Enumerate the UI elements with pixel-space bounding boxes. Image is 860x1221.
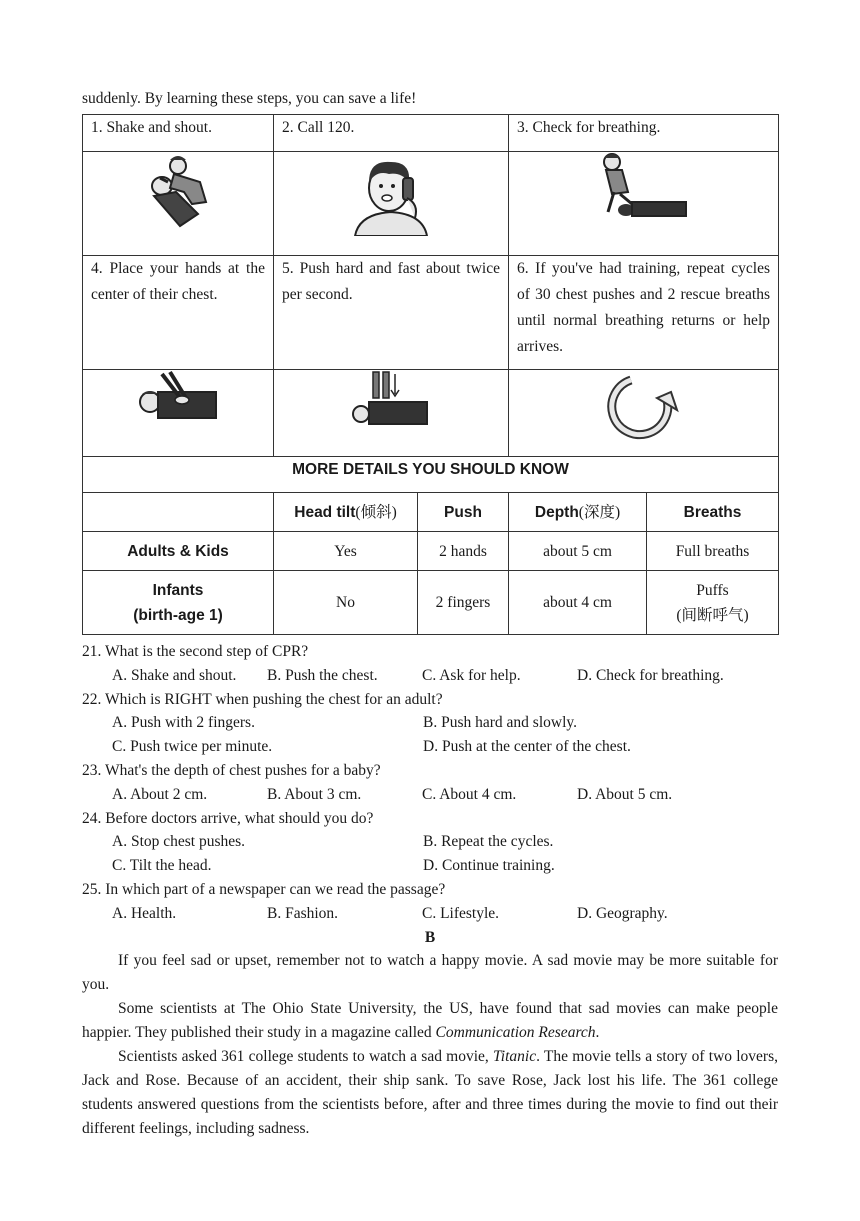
option-d: D. About 5 cm. bbox=[577, 785, 673, 803]
cpr-steps-table bbox=[82, 114, 779, 493]
row-adults-tilt: Yes bbox=[274, 532, 418, 571]
row-adults-kids-label: Adults & Kids bbox=[83, 532, 274, 571]
header-breaths: Breaths bbox=[647, 493, 779, 532]
step-4-text: 4. Place your hands at the center of their chest. bbox=[83, 256, 274, 370]
question-22 bbox=[82, 688, 778, 759]
question-stem: 22. Which is RIGHT when pushing the chest for an adult? bbox=[82, 690, 443, 708]
question-stem: 24. Before doctors arrive, what should you do? bbox=[82, 809, 374, 827]
question-21 bbox=[82, 640, 778, 688]
option-b: B. Push hard and slowly. bbox=[423, 714, 577, 732]
phone-call-illustration bbox=[274, 152, 509, 256]
step-3-text: 3. Check for breathing. bbox=[509, 115, 779, 152]
question-25 bbox=[82, 878, 778, 926]
paragraph-3: Scientists asked 361 college students to watch a sad movie, Titanic. The movie tells a story of two lovers, Jack and Rose. Because of an accident, their ship sank. To save Rose, Jack lost his life. The 361 college students answered questions from the scientists before, after and three times during the movie to find out their different feelings, including sadness. bbox=[82, 1048, 778, 1138]
shake-and-shout-illustration bbox=[83, 152, 274, 256]
paragraph-1: If you feel sad or upset, remember not to watch a happy movie. A sad movie may be more suitable for you. bbox=[82, 952, 778, 994]
intro-line: suddenly. By learning these steps, you can save a life! bbox=[82, 90, 417, 107]
option-a: A. About 2 cm. bbox=[112, 785, 208, 803]
chest-push-illustration bbox=[274, 370, 509, 457]
row-infants-depth: about 4 cm bbox=[509, 571, 647, 635]
question-stem: 23. What's the depth of chest pushes for a baby? bbox=[82, 761, 381, 779]
option-b: B. Fashion. bbox=[267, 904, 339, 922]
repeat-cycle-arrow-icon bbox=[509, 370, 779, 457]
option-d: D. Push at the center of the chest. bbox=[423, 738, 631, 756]
option-c: C. Tilt the head. bbox=[112, 857, 212, 875]
option-b: B. About 3 cm. bbox=[267, 785, 362, 803]
step-5-text: 5. Push hard and fast about twice per second. bbox=[274, 256, 509, 370]
option-a: A. Shake and shout. bbox=[112, 666, 237, 684]
row-infants-tilt: No bbox=[274, 571, 418, 635]
row-adults-push: 2 hands bbox=[418, 532, 509, 571]
row-adults-breaths: Full breaths bbox=[647, 532, 779, 571]
hands-on-chest-illustration bbox=[83, 370, 274, 457]
row-infants-label: Infants (birth-age 1) bbox=[83, 571, 274, 635]
option-b: B. Repeat the cycles. bbox=[423, 833, 554, 851]
option-b: B. Push the chest. bbox=[267, 666, 378, 684]
details-table bbox=[82, 492, 779, 635]
question-stem: 25. In which part of a newspaper can we read the passage? bbox=[82, 880, 446, 898]
option-d: D. Check for breathing. bbox=[577, 666, 724, 684]
details-header-blank bbox=[83, 493, 274, 532]
option-c: C. Lifestyle. bbox=[422, 904, 500, 922]
step-2-text: 2. Call 120. bbox=[274, 115, 509, 152]
step-6-text: 6. If you've had training, repeat cycles of 30 chest pushes and 2 rescue breaths until normal breathing returns or help arrives. bbox=[509, 256, 779, 370]
worksheet-page bbox=[82, 86, 778, 1141]
row-infants-push: 2 fingers bbox=[418, 571, 509, 635]
check-breathing-illustration bbox=[509, 152, 779, 256]
header-head-tilt: Head tilt(倾斜) bbox=[274, 493, 418, 532]
more-details-heading: MORE DETAILS YOU SHOULD KNOW bbox=[83, 457, 779, 493]
option-a: A. Health. bbox=[112, 904, 177, 922]
paragraph-2: Some scientists at The Ohio State University, the US, have found that sad movies can make people happier. They published their study in a magazine called Communication Research. bbox=[82, 1000, 778, 1042]
step-1-text: 1. Shake and shout. bbox=[83, 115, 274, 152]
magazine-title: Communication Research bbox=[435, 1024, 596, 1042]
movie-title: Titanic bbox=[493, 1048, 537, 1066]
option-d: D. Geography. bbox=[577, 904, 668, 922]
question-23 bbox=[82, 759, 778, 807]
questions bbox=[82, 640, 778, 926]
row-adults-depth: about 5 cm bbox=[509, 532, 647, 571]
option-c: C. Ask for help. bbox=[422, 666, 521, 684]
header-depth: Depth(深度) bbox=[509, 493, 647, 532]
option-a: A. Push with 2 fingers. bbox=[112, 714, 255, 732]
question-stem: 21. What is the second step of CPR? bbox=[82, 643, 309, 660]
option-d: D. Continue training. bbox=[423, 857, 555, 875]
option-c: C. Push twice per minute. bbox=[112, 738, 273, 756]
section-b-heading: B bbox=[424, 928, 436, 946]
option-a: A. Stop chest pushes. bbox=[112, 833, 246, 851]
question-24 bbox=[82, 807, 778, 878]
row-infants-breaths: Puffs (间断呼气) bbox=[647, 571, 779, 635]
header-push: Push bbox=[418, 493, 509, 532]
option-c: C. About 4 cm. bbox=[422, 785, 517, 803]
